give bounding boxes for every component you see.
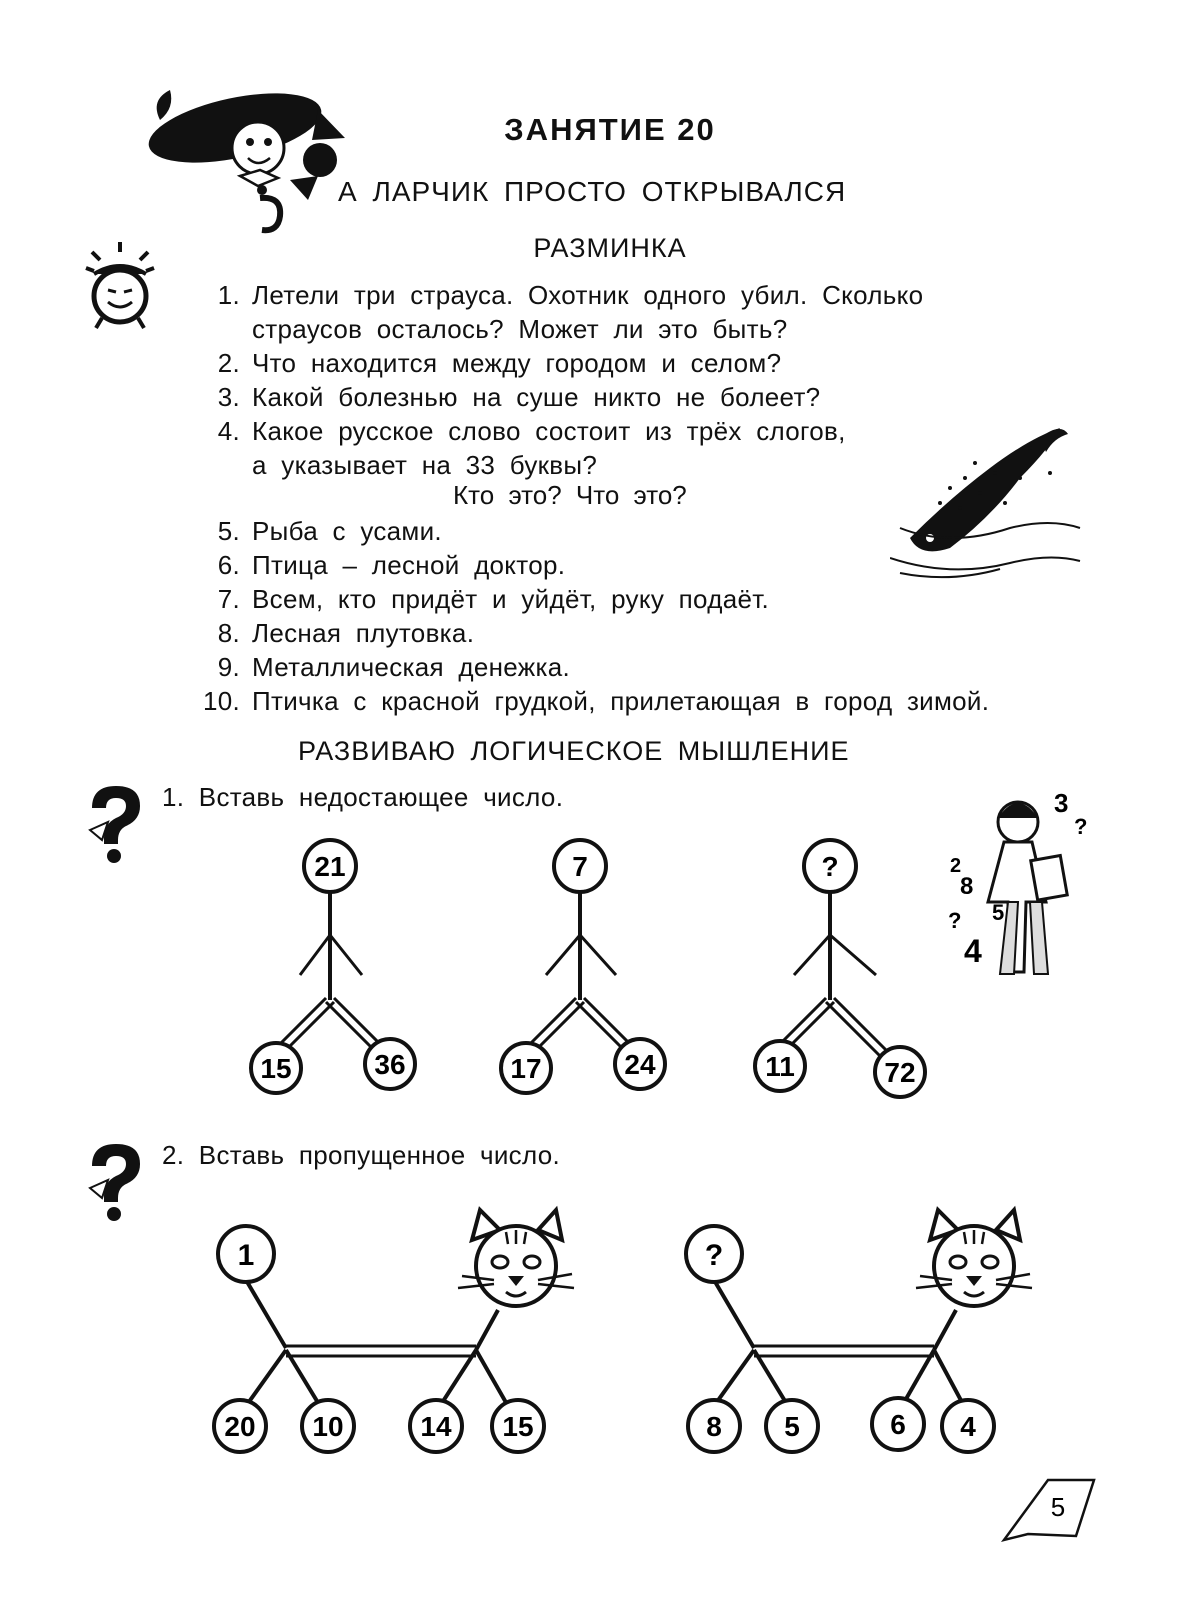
figure-right-value: 36	[374, 1049, 406, 1080]
boy-digit: ?	[1078, 842, 1079, 843]
task2-cats	[190, 1200, 1040, 1480]
figure-right-value: 24	[624, 1049, 656, 1080]
boy-digit: ?	[948, 908, 962, 933]
warmup-list-2	[202, 514, 1132, 718]
cat-head-icon	[458, 1210, 574, 1306]
stick-figure	[251, 840, 415, 1093]
boy-digit: 4	[964, 933, 982, 969]
list-item: 6. Птица – лесной доктор.	[217, 550, 566, 580]
warmup-subheading: Кто это? Что это?	[453, 480, 687, 510]
cat-leg-value: 4	[960, 1411, 976, 1442]
boy-digit: 5	[992, 900, 1005, 925]
lesson-subtitle: А ЛАРЧИК ПРОСТО ОТКРЫВАЛСЯ	[338, 176, 847, 207]
list-item: 7. Всем, кто придёт и уйдёт, руку подаёт.	[217, 584, 770, 614]
cat-leg-value: 15	[502, 1411, 534, 1442]
figure-head-value: 21	[314, 851, 346, 882]
list-item: 1. Летели три страуса. Охотник одного убил. Сколько страусов осталось? Может ли это быть?	[217, 280, 924, 344]
list-item: 3. Какой болезнью на суше никто не болеет?	[217, 382, 821, 412]
cat-leg-value: 14	[420, 1411, 452, 1442]
figure-right-value: 72	[884, 1057, 916, 1088]
cat-leg-value: 6	[890, 1409, 906, 1440]
header-boy-illustration	[140, 80, 360, 240]
question-mark-icon	[84, 782, 146, 864]
figure-left-value: 17	[510, 1053, 542, 1084]
page-number-badge	[1000, 1474, 1100, 1550]
list-item: 2. Что находится между городом и селом?	[217, 348, 782, 378]
task1-label: 1. Вставь недостающее число.	[162, 782, 564, 812]
figure-left-value: 11	[765, 1051, 795, 1082]
alarm-clock-icon	[80, 238, 160, 333]
cat-head-value: 1	[237, 1239, 255, 1272]
stick-figure	[755, 840, 925, 1097]
boy-digit: ?	[1074, 814, 1088, 839]
boy-with-numbers-illustration	[938, 782, 1098, 982]
cat-head-value: ?	[704, 1239, 724, 1272]
figure-head-value: 7	[572, 851, 588, 882]
boy-digit: 8	[960, 873, 974, 900]
cat-leg-value: 10	[312, 1411, 344, 1442]
cat-leg-value: 8	[706, 1411, 722, 1442]
figure-left-value: 15	[260, 1053, 292, 1084]
boy-digit: 3	[1054, 788, 1069, 818]
cat-leg-value: 5	[784, 1411, 800, 1442]
question-mark-icon	[84, 1140, 146, 1222]
task1-figures	[230, 830, 950, 1110]
task2-label: 2. Вставь пропущенное число.	[162, 1140, 561, 1170]
cat-figure	[214, 1210, 574, 1452]
list-item: 8. Лесная плутовка.	[217, 618, 475, 648]
cat-leg-value: 20	[224, 1411, 256, 1442]
warmup-heading: РАЗМИНКА	[533, 233, 687, 263]
list-item: 10. Птичка с красной грудкой, прилетающая в город зимой.	[202, 686, 990, 716]
lesson-title: ЗАНЯТИЕ 20	[504, 112, 716, 147]
list-item: 9. Металлическая денежка.	[217, 652, 570, 682]
cat-figure	[686, 1210, 1032, 1452]
cat-head-icon	[916, 1210, 1032, 1306]
figure-head-value: ?	[821, 851, 839, 882]
page-number: 5	[1050, 1492, 1066, 1522]
boy-digit: 2	[950, 855, 962, 877]
list-item: 4. Какое русское слово состоит из трёх слогов, а указывает на 33 буквы?	[217, 416, 846, 480]
logic-heading: РАЗВИВАЮ ЛОГИЧЕСКОЕ МЫШЛЕНИЕ	[298, 736, 850, 766]
list-item: 5. Рыба с усами.	[217, 516, 442, 546]
stick-figure	[501, 840, 665, 1093]
